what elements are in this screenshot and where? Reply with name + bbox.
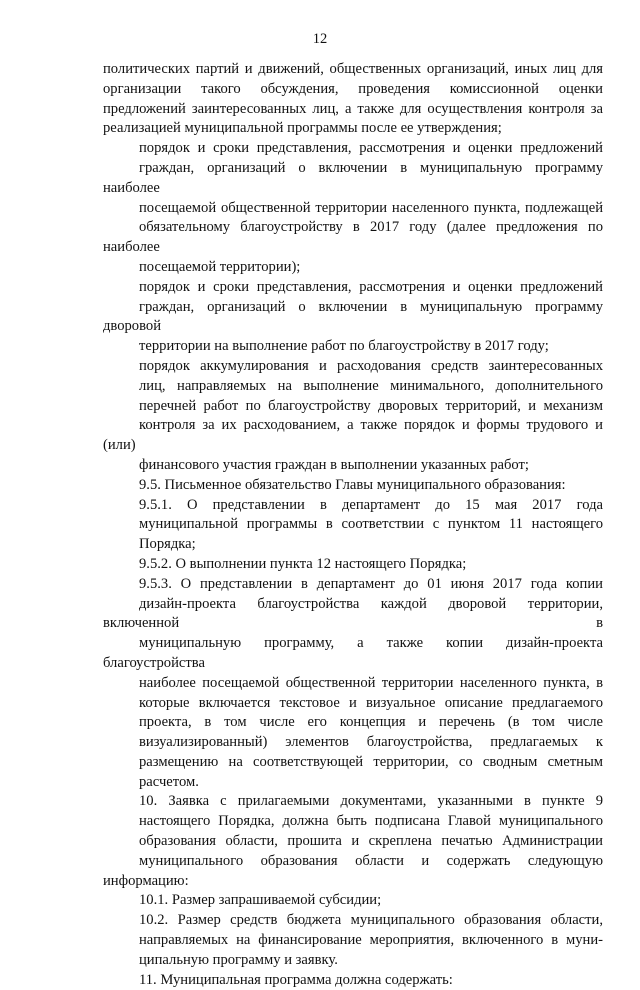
text-line: 9.5. Письменное обязательство Главы муниципального образования: [139, 476, 566, 493]
text-line: порядок и сроки представления, рассмотрения и оценки предложений [139, 140, 603, 157]
paragraph [103, 476, 603, 496]
text-line: муниципального образования области и содержать следующую информацию: [103, 852, 603, 889]
text-line: 9.5.3. О представлении в департамент до 01 июня 2017 года копии [139, 575, 603, 592]
paragraph [103, 555, 603, 575]
text-line: муниципальной программы в соответствии с пунктом 11 настоящего [139, 516, 603, 533]
text-line: визуализированный) элементов благоустройства, предлагаемых к [139, 734, 603, 751]
text-line: ципальную программу и заявку. [139, 951, 338, 968]
text-line: контроля за их расходованием, а также порядок и формы трудового и (или) [103, 417, 603, 454]
text-line: муниципальную программу, а также копии дизайн-проекта благоустройства [103, 635, 603, 671]
text-line: посещаемой общественной территории населенного пункта, подлежащей [139, 199, 603, 216]
text-line: 11. Муниципальная программа должна содержать: [139, 971, 453, 988]
paragraph [103, 496, 603, 555]
text-line: 10.1. Размер запрашиваемой субсидии; [139, 892, 382, 909]
paragraph [103, 792, 603, 891]
text-line: 9.5.2. О выполнении пункта 12 настоящего Порядка; [139, 555, 467, 572]
text-line: граждан, организаций о включении в муниципальную программу дворовой [103, 298, 603, 335]
text-line: настоящего Порядка, должна быть подписана Главой муниципального [139, 813, 603, 830]
paragraph [103, 971, 603, 990]
text-line: Порядка; [139, 536, 196, 553]
paragraph [103, 60, 603, 139]
text-line: граждан, организаций о включении в муниципальную программу наиболее [103, 159, 603, 196]
text-line: дизайн-проекта благоустройства каждой дворовой территории, включенной в [103, 595, 603, 632]
text-line: перечней работ по благоустройству дворовых территорий, и механизм [139, 397, 603, 414]
text-line: территории на выполнение работ по благоустройству в 2017 году; [139, 338, 549, 355]
document-body [103, 60, 603, 990]
text-line: политических партий и движений, общественных организаций, иных лиц для [103, 61, 603, 77]
text-line: организации такого обсуждения, проведения комиссионной оценки [103, 80, 603, 97]
text-line: 10. Заявка с прилагаемыми документами, указанными в пункте 9 [139, 793, 603, 810]
text-line: образования области, прошита и скреплена печатью Администрации [139, 833, 603, 850]
paragraph [103, 139, 603, 278]
paragraph [103, 575, 603, 793]
text-line: обязательному благоустройству в 2017 году (далее предложения по наиболее [103, 219, 603, 256]
text-line: порядок аккумулирования и расходования средств заинтересованных [139, 357, 603, 374]
text-line: проекта, в том числе его концепция и перечень (в том числе [139, 714, 603, 731]
text-line: 10.2. Размер средств бюджета муниципального образования области, [139, 912, 603, 929]
text-line: посещаемой территории); [139, 258, 301, 275]
paragraph [103, 891, 603, 911]
text-line: реализацией муниципальной программы после ее утверждения; [103, 120, 502, 137]
paragraph [103, 357, 603, 476]
text-line: лиц, направляемых на выполнение минимального, дополнительного [139, 377, 603, 394]
text-line: порядок и сроки представления, рассмотрения и оценки предложений [139, 278, 603, 295]
text-line: размещению на соответствующей территории, со сводным сметным [139, 753, 603, 770]
text-line: наиболее посещаемой общественной территории населенного пункта, в [139, 674, 603, 691]
text-line: расчетом. [139, 773, 199, 790]
text-line: направляемых на финансирование мероприятия, включенного в муни- [139, 932, 603, 949]
text-line: которые включается текстовое и визуальное описание предлагаемого [139, 694, 603, 711]
paragraph [103, 911, 603, 970]
paragraph [103, 278, 603, 357]
text-line: предложений заинтересованных лиц, а также для осуществления контроля за [103, 100, 603, 117]
text-line: 9.5.1. О представлении в департамент до 15 мая 2017 года [139, 496, 603, 513]
text-line: финансового участия граждан в выполнении указанных работ; [139, 456, 529, 473]
page-number: 12 [312, 31, 328, 47]
